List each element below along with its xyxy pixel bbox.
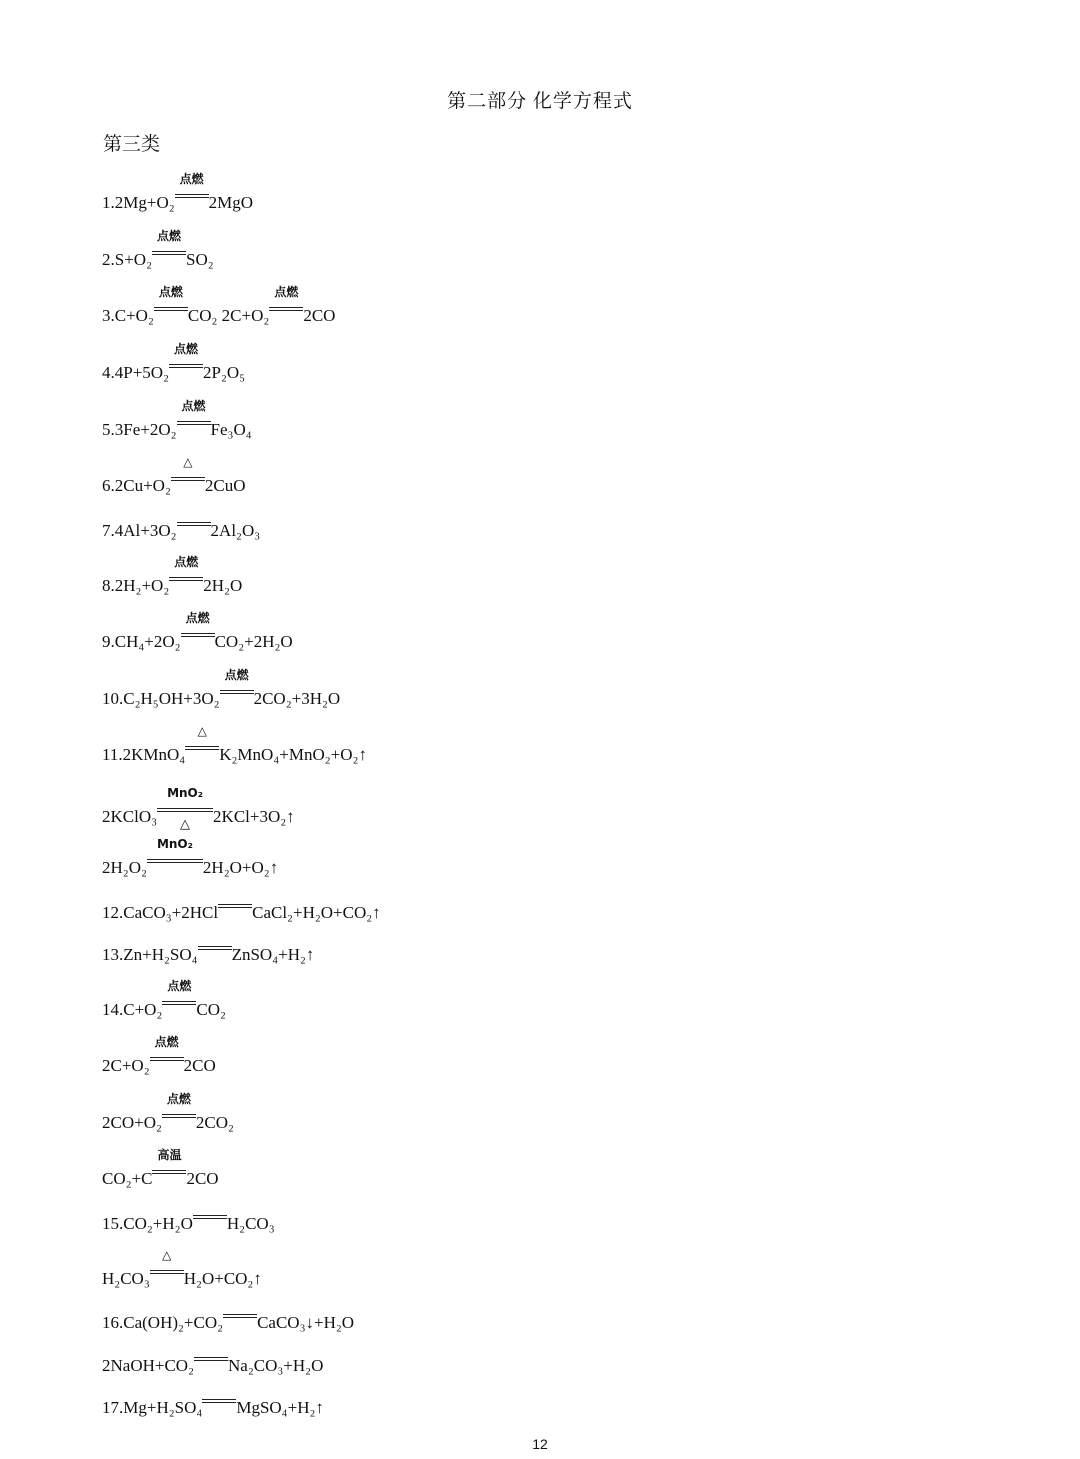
products: K₂MnO₄+MnO₂+O₂↑ [219, 745, 367, 764]
equation-line [102, 342, 246, 383]
reactants: 10.C₂H₅OH+3O₂ [102, 689, 220, 708]
reaction-condition: 点燃 [167, 979, 192, 993]
reactants: 2NaOH+CO₂ [102, 1356, 195, 1375]
products: H₂O+CO₂↑ [183, 1269, 262, 1288]
reactants: 14.C+O₂ [102, 1000, 163, 1019]
reactants: 2C+O₂ [102, 1056, 150, 1075]
products: 2CO₂+3H₂O [253, 689, 341, 708]
reactants: 4.4P+5O₂ [102, 363, 169, 382]
reactants: 13.Zn+H₂SO₄ [102, 945, 198, 964]
equation-line [102, 172, 254, 213]
equation-line [102, 668, 341, 709]
reactants: CO₂+C [102, 1169, 153, 1188]
reaction-arrow [162, 1092, 196, 1128]
equation-line [102, 611, 293, 652]
products: CO₂ [196, 1000, 226, 1019]
reaction-condition: 点燃 [224, 668, 249, 682]
reaction-condition: 点燃 [173, 342, 199, 356]
reactants: 6.2Cu+O₂ [102, 476, 171, 495]
reactants: 12.CaCO₃+2HCl [102, 903, 219, 922]
equation-line [102, 1351, 323, 1376]
equation-line [102, 1092, 234, 1133]
reaction-condition: 点燃 [181, 399, 206, 413]
reactants: 2H₂O₂ [102, 858, 147, 877]
products: CaCl₂+H₂O+CO₂↑ [252, 903, 381, 922]
reaction-arrow [175, 172, 209, 208]
reaction-arrow [177, 516, 211, 536]
products: 2H₂O [203, 576, 243, 595]
equation-line [102, 1209, 275, 1234]
reactants: 1.2Mg+O₂ [102, 193, 175, 212]
page-number: 12 [532, 1436, 548, 1452]
reactants: 15.CO₂+H₂O [102, 1214, 193, 1233]
equation-line [102, 898, 381, 923]
reactants: 7.4Al+3O₂ [102, 521, 177, 540]
reaction-arrow [154, 285, 188, 321]
reaction-condition: 点燃 [156, 229, 182, 243]
reaction-condition: 点燃 [166, 1092, 191, 1106]
reaction-arrow [150, 1035, 184, 1071]
reaction-arrow [198, 940, 232, 960]
products: MgSO₄+H₂↑ [236, 1398, 324, 1417]
reaction-condition-below: △ [180, 816, 191, 831]
reactants: 11.2KMnO₄ [102, 745, 186, 764]
equation-line [102, 1035, 216, 1076]
reaction-condition: MnO₂ [167, 786, 204, 800]
reaction-arrow [147, 837, 203, 873]
reaction-condition: 点燃 [185, 611, 210, 625]
products: 2CO [186, 1169, 219, 1188]
products: CaCO₃↓+H₂O [257, 1313, 355, 1332]
reaction-arrow [202, 1393, 236, 1413]
equation-line [102, 555, 243, 596]
reaction-arrow [181, 611, 215, 647]
reaction-arrow [152, 229, 186, 265]
products: 2CuO [204, 476, 246, 495]
reaction-condition: △ [197, 724, 207, 738]
products: Fe₃O₄ [210, 420, 252, 439]
reaction-arrow [152, 1148, 186, 1184]
products: CO₂+2H₂O [214, 632, 293, 651]
reaction-condition: 点燃 [274, 285, 299, 299]
equation-line [102, 285, 336, 326]
reaction-arrow [177, 399, 211, 435]
equation-line [102, 786, 295, 831]
equation-line [102, 516, 260, 541]
reactants: H₂CO₃ [102, 1269, 150, 1288]
equation-line [102, 1248, 262, 1289]
reaction-arrow [162, 979, 196, 1015]
equation-line [102, 940, 314, 965]
equation-line [102, 1148, 219, 1189]
products: 2CO [303, 306, 336, 325]
reactants: 2CO+O₂ [102, 1113, 162, 1132]
reaction-arrow [185, 724, 219, 760]
products: 2MgO [208, 193, 254, 212]
products: SO₂ [186, 250, 214, 269]
page-title: 第二部分 化学方程式 [447, 91, 633, 112]
reaction-condition: 点燃 [154, 1035, 179, 1049]
products: 2H₂O+O₂↑ [202, 858, 279, 877]
equation-line [102, 724, 367, 765]
reaction-arrow [171, 455, 205, 491]
equation-line [102, 1308, 354, 1333]
equation-line [102, 399, 252, 440]
reaction-arrow [169, 555, 203, 591]
products: 2Al₂O₃ [210, 521, 261, 540]
products: 2P₂O₅ [203, 363, 246, 382]
reaction-condition: 点燃 [158, 285, 183, 299]
reaction-arrow [193, 1209, 227, 1229]
products: 2KCl+3O₂↑ [213, 807, 295, 826]
reactants: 8.2H₂+O₂ [102, 576, 170, 595]
reaction-arrow [220, 668, 254, 704]
reactants: 9.CH₄+2O₂ [102, 632, 181, 651]
reaction-arrow [223, 1308, 257, 1328]
products: ZnSO₄+H₂↑ [231, 945, 315, 964]
reaction-arrow [218, 898, 252, 918]
reaction-condition: 点燃 [174, 555, 199, 569]
reaction-arrow [169, 342, 203, 378]
section-title: 第三类 [103, 134, 161, 155]
products: 2CO₂ [195, 1113, 234, 1132]
equation-line [102, 229, 214, 270]
reactants: 16.Ca(OH)₂+CO₂ [102, 1313, 224, 1332]
equation-line [102, 1393, 324, 1418]
products: Na₂CO₃+H₂O [228, 1356, 324, 1375]
reactants: 17.Mg+H₂SO₄ [102, 1398, 203, 1417]
reactants: 3.C+O₂ [102, 306, 154, 325]
products: 2CO [183, 1056, 216, 1075]
equation-line [102, 837, 279, 878]
reaction-arrow [157, 786, 213, 831]
reaction-condition: 高温 [157, 1148, 182, 1162]
reaction-arrow [194, 1351, 228, 1371]
equation-line [102, 979, 226, 1020]
reaction-arrow [150, 1248, 184, 1284]
reaction-condition: △ [162, 1248, 172, 1262]
reactants: 2.S+O₂ [102, 250, 152, 269]
reaction-condition: 点燃 [179, 172, 204, 186]
reactants: 2KClO₃ [102, 807, 158, 826]
products: CO₂ 2C+O₂ [187, 306, 270, 325]
reactants: 5.3Fe+2O₂ [102, 420, 177, 439]
reaction-arrow [269, 285, 303, 321]
equation-line [102, 455, 246, 496]
reaction-condition: △ [183, 455, 193, 469]
products: H₂CO₃ [226, 1214, 275, 1233]
reaction-condition: MnO₂ [156, 837, 193, 851]
